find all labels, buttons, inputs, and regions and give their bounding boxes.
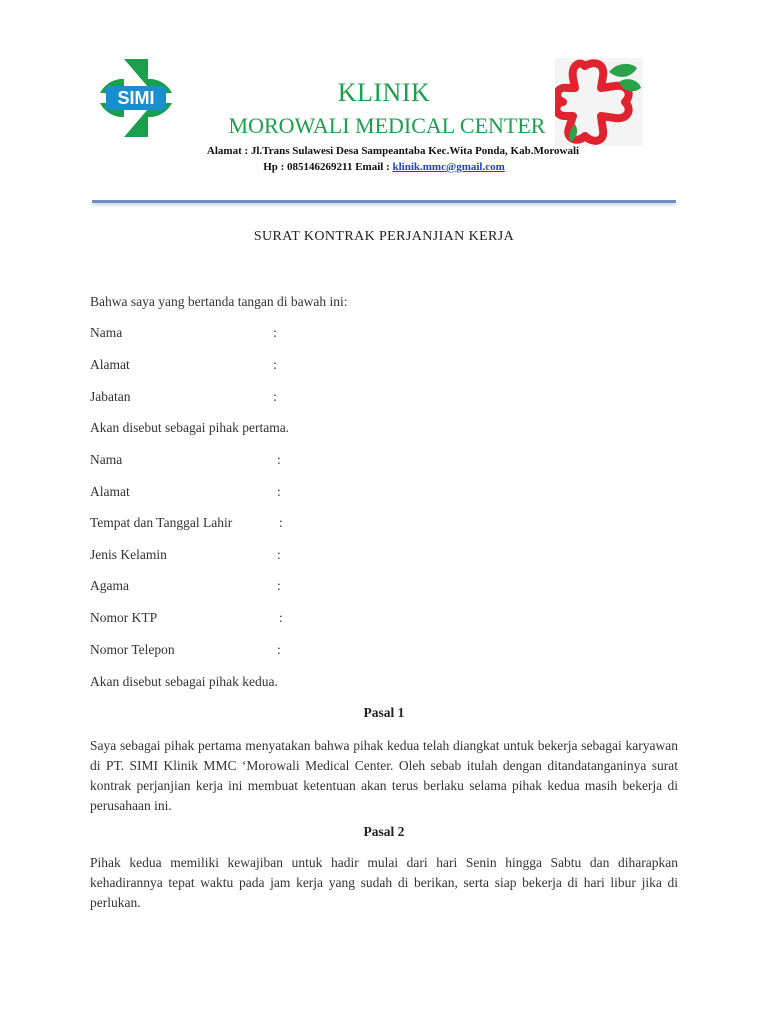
field-colon: : [277,578,281,593]
contact-phone: Hp : 085146269211 Email : [263,161,393,173]
clinic-title: KLINIK [337,78,431,107]
first-party-field-label: Jabatan [90,389,131,404]
clinic-address: Alamat : Jl.Trans Sulawesi Desa Sampeantaba Kec.Wita Ponda, Kab.Morowali [206,145,580,157]
pasal-1-heading: Pasal 1 [363,705,405,720]
second-party-field-label: Agama [90,578,129,593]
field-colon: : [279,610,283,625]
second-party-field-label: Tempat dan Tanggal Lahir [90,515,233,530]
first-party-note: Akan disebut sebagai pihak pertama. [90,420,290,435]
field-colon: : [273,325,277,340]
clinic-contact [0,161,768,173]
first-party-field-label: Nama [90,325,123,340]
svg-text:SIMI: SIMI [117,88,155,108]
pasal-2-heading: Pasal 2 [363,824,405,839]
second-party-field-label: Nomor Telepon [90,642,175,657]
field-colon: : [277,484,281,499]
document-title: SURAT KONTRAK PERJANJIAN KERJA [253,229,515,244]
field-colon: : [273,389,277,404]
pasal-1-text: Saya sebagai pihak pertama menyatakan bahwa pihak kedua telah diangkat untuk bekerja sebagai karyawan di PT. SIMI Klinik MMC ‘Morowali Medical Center. Oleh sebab itulah dengan ditandatanganinya surat kontrak perjanjian kerja ini membuat ketentuan akan terus berlaku selama pihak kedua masih bekerja di perusahaan ini. [90,738,678,813]
second-party-field-label: Nomor KTP [90,610,158,625]
intro-text: Bahwa saya yang bertanda tangan di bawah ini: [90,294,348,309]
field-colon: : [279,515,283,530]
field-colon: : [273,357,277,372]
second-party-note: Akan disebut sebagai pihak kedua. [90,674,278,689]
field-colon: : [277,547,281,562]
header-divider [92,200,676,203]
first-party-field-label: Alamat [90,357,130,372]
field-colon: : [277,642,281,657]
second-party-field-label: Jenis Kelamin [90,547,167,562]
pasal-2-text: Pihak kedua memiliki kewajiban untuk hadir mulai dari hari Senin hingga Sabtu dan diharapkan kehadirannya tepat waktu pada jam kerja yang sudah di berikan, serta siap bekerja di hari libur jika di perlukan. [90,855,678,910]
clinic-name: MOROWALI MEDICAL CENTER [228,113,546,138]
email-link[interactable]: klinik.mmc@gmail.com [392,161,505,173]
second-party-field-label: Alamat [90,484,130,499]
field-colon: : [277,452,281,467]
second-party-field-label: Nama [90,452,123,467]
